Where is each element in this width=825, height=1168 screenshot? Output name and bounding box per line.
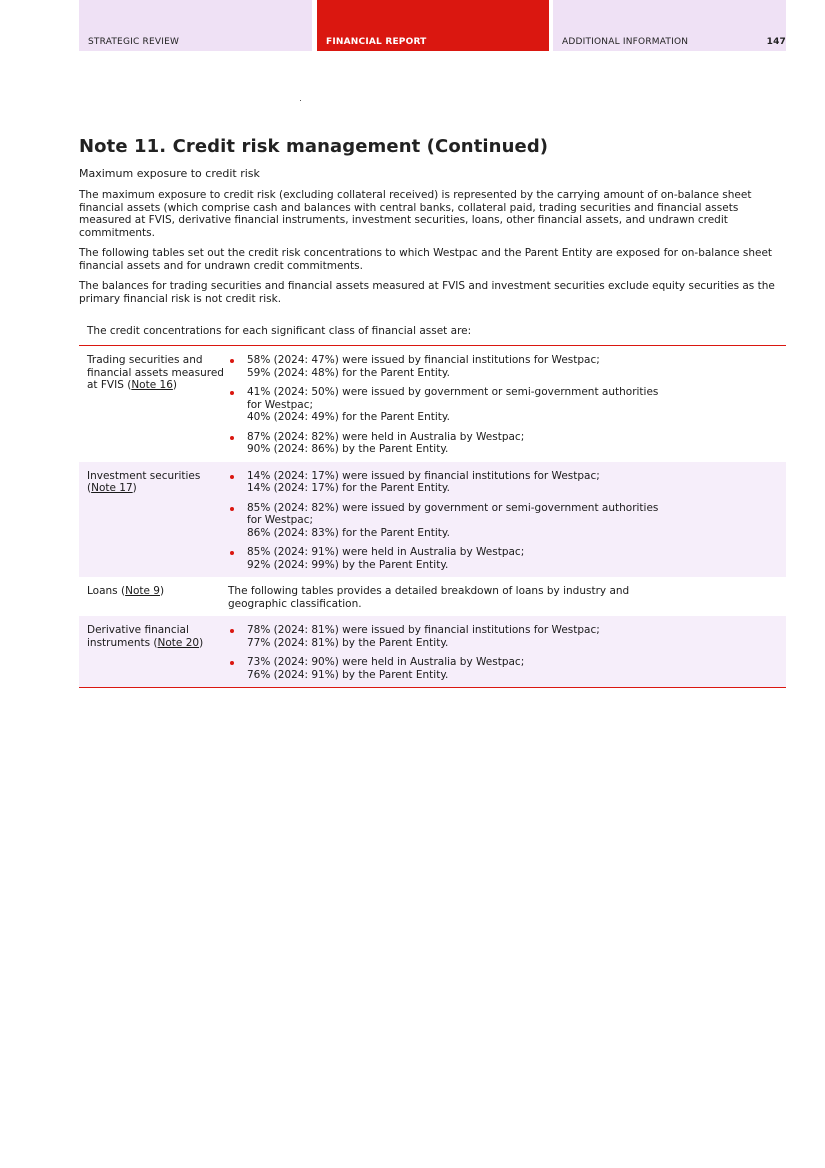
bullet-line: 76% (2024: 91%) by the Parent Entity. <box>247 668 449 681</box>
row-label: Trading securities and financial assets measured at FVIS (Note 16) <box>87 354 224 391</box>
row-label-text: Loans <box>87 585 118 597</box>
tab-additional-information-label: ADDITIONAL INFORMATION <box>562 37 689 47</box>
bullet-line: 58% (2024: 47%) were issued by financial institutions for Westpac; <box>247 354 600 366</box>
bullet-line: for Westpac; <box>247 398 313 411</box>
row-label-text: Derivative financial instruments <box>87 624 189 649</box>
row-label: Derivative financial instruments (Note 20) <box>87 624 204 649</box>
row-text-line: geographic classification. <box>228 597 362 610</box>
note-link[interactable]: Note 17 <box>91 482 133 494</box>
list-item <box>228 354 778 379</box>
paragraph-max-exposure: The maximum exposure to credit risk (excluding collateral received) is represented by the carrying amount of on-balance sheet financial assets (which comprise cash and balances with central banks, collateral paid, trading securities and financial assets measured at FVIS, derivative financial instruments, investment securities, loans, other financial assets, and undrawn credit commitments. <box>79 189 752 239</box>
bullet-line: 85% (2024: 82%) were issued by government or semi-government authorities <box>247 501 659 514</box>
bullet-line: 14% (2024: 17%) were issued by financial institutions for Westpac; <box>247 469 600 482</box>
row-text-line: The following tables provides a detailed breakdown of loans by industry and <box>228 585 630 597</box>
list-item <box>228 470 778 495</box>
page-title: Note 11. Credit risk management (Continued) <box>79 136 549 157</box>
note-link[interactable]: Note 9 <box>125 585 160 597</box>
row-label-text: Investment securities <box>87 469 201 482</box>
list-item <box>228 624 778 649</box>
table-intro: The credit concentrations for each significant class of financial asset are: <box>87 325 472 337</box>
stray-dot <box>300 100 301 101</box>
bullet-line: for Westpac; <box>247 514 313 526</box>
credit-concentration-table <box>79 345 786 688</box>
list-item <box>228 546 778 571</box>
bullet-line: 87% (2024: 82%) were held in Australia by Westpac; <box>247 430 525 443</box>
row-label: Loans (Note 9) <box>87 585 165 597</box>
tab-financial-report[interactable]: FINANCIAL REPORT <box>317 0 549 51</box>
bullet-line: 41% (2024: 50%) were issued by government or semi-government authorities <box>247 386 659 398</box>
row-body <box>228 585 778 610</box>
paragraph-concentrations: The following tables set out the credit risk concentrations to which Westpac and the Parent Entity are exposed for on-balance sheet financial assets and for undrawn credit commitments. <box>79 247 773 272</box>
table-row <box>79 346 786 462</box>
bullet-line: 73% (2024: 90%) were held in Australia by Westpac; <box>247 656 525 668</box>
section-subheading: Maximum exposure to credit risk <box>79 167 260 180</box>
tab-strategic-review[interactable]: STRATEGIC REVIEW <box>79 0 312 51</box>
table-row <box>79 577 786 616</box>
row-body <box>228 354 778 456</box>
bullet-line: 14% (2024: 17%) for the Parent Entity. <box>247 482 450 494</box>
list-item <box>228 386 778 424</box>
bullet-line: 85% (2024: 91%) were held in Australia by Westpac; <box>247 546 525 558</box>
bullet-line: 92% (2024: 99%) by the Parent Entity. <box>247 558 449 571</box>
list-item <box>228 502 778 540</box>
bullet-line: 86% (2024: 83%) for the Parent Entity. <box>247 526 450 539</box>
bullet-line: 40% (2024: 49%) for the Parent Entity. <box>247 411 450 423</box>
row-label-text: Trading securities and financial assets measured at FVIS <box>87 354 224 391</box>
table-row <box>79 616 786 687</box>
paragraph-exclusions: The balances for trading securities and financial assets measured at FVIS and investment securities exclude equity securities as the primary financial risk is not credit risk. <box>79 280 775 305</box>
table-row <box>79 462 786 578</box>
page-number: 147 <box>766 37 786 47</box>
note-link[interactable]: Note 16 <box>131 379 173 391</box>
bullet-line: 59% (2024: 48%) for the Parent Entity. <box>247 366 450 379</box>
bullet-line: 90% (2024: 86%) by the Parent Entity. <box>247 443 449 455</box>
tab-additional-information[interactable] <box>553 0 786 51</box>
list-item <box>228 656 778 681</box>
row-body <box>228 470 778 572</box>
list-item <box>228 431 778 456</box>
row-label: Investment securities (Note 17) <box>87 469 201 494</box>
bullet-line: 77% (2024: 81%) by the Parent Entity. <box>247 636 449 649</box>
main-content <box>79 136 786 688</box>
section-navigation <box>79 0 786 51</box>
note-link[interactable]: Note 20 <box>157 636 200 649</box>
bullet-line: 78% (2024: 81%) were issued by financial institutions for Westpac; <box>247 624 600 636</box>
row-body <box>228 624 778 681</box>
